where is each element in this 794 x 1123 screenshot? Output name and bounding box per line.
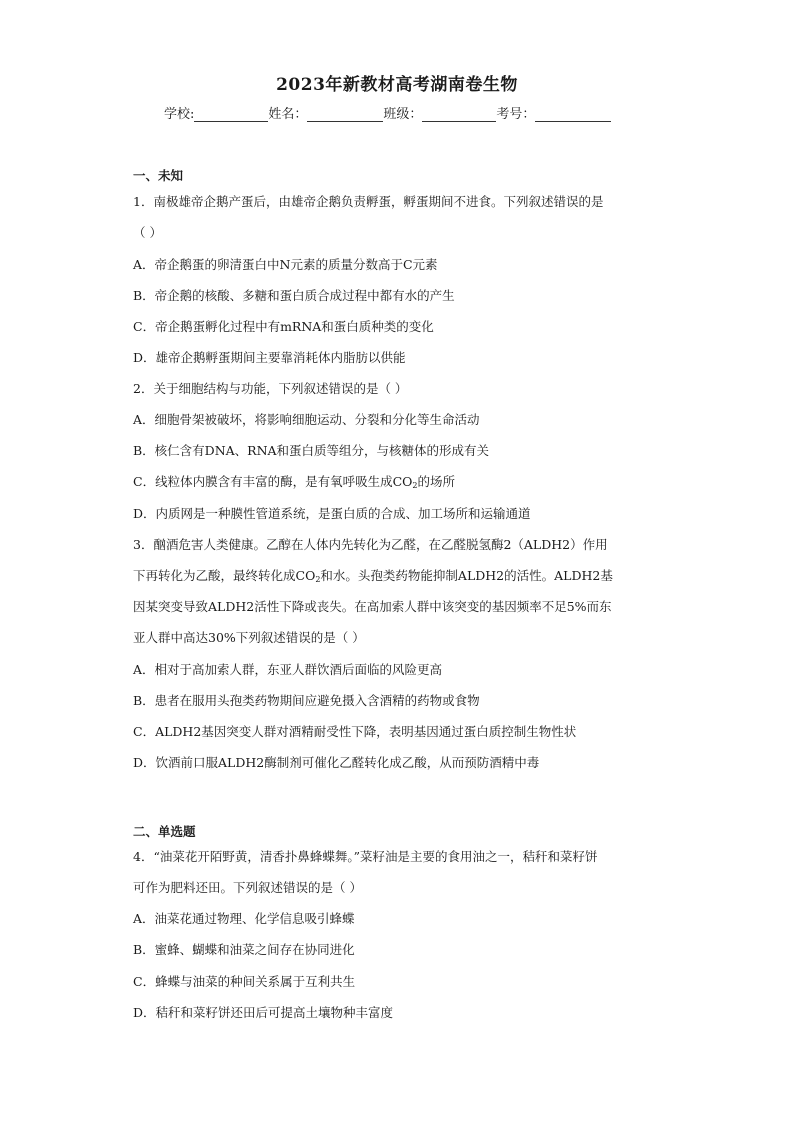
- exam-no-blank[interactable]: [535, 107, 611, 122]
- subscript: 2: [315, 575, 321, 584]
- option-b: B．患者在服用头孢类药物期间应避免摄入含酒精的药物或食物: [133, 693, 480, 708]
- school-label: 学校:: [164, 107, 195, 122]
- school-blank[interactable]: [194, 107, 268, 122]
- section-heading: 二、单选题: [133, 824, 196, 839]
- section-heading: 一、未知: [133, 168, 184, 183]
- option-d: D．饮酒前口服ALDH2酶制剂可催化乙醛转化成乙酸，从而预防酒精中毒: [133, 755, 540, 770]
- option-b: B．帝企鹅的核酸、多糖和蛋白质合成过程中都有水的产生: [133, 288, 455, 303]
- question-stem: 因某突变导致ALDH2活性下降或丧失。在高加索人群中该突变的基因频率不足5%而东: [133, 599, 612, 614]
- subscript: 2: [412, 481, 418, 490]
- option-c: C．ALDH2基因突变人群对酒精耐受性下降，表明基因通过蛋白质控制生物性状: [133, 724, 577, 739]
- option-c: C．蜂蝶与油菜的种间关系属于互利共生: [133, 974, 356, 989]
- question-stem: （ ）: [133, 225, 162, 240]
- question-stem: 4．“油菜花开陌野黄，清香扑鼻蜂蝶舞。”菜籽油是主要的食用油之一，秸秆和菜籽饼: [133, 849, 598, 864]
- question-stem: 2．关于细胞结构与功能，下列叙述错误的是（ ）: [133, 381, 408, 396]
- class-blank[interactable]: [422, 107, 496, 122]
- option-c: [133, 472, 455, 490]
- stem-text: 下再转化为乙酸，最终转化成CO: [133, 568, 316, 583]
- option-d: D．内质网是一种膜性管道系统，是蛋白质的合成、加工场所和运输通道: [133, 506, 531, 521]
- option-b: B．蜜蜂、蝴蝶和油菜之间存在协同进化: [133, 942, 355, 957]
- option-a: A．油菜花通过物理、化学信息吸引蜂蝶: [133, 911, 355, 926]
- option-b: B．核仁含有DNA、RNA和蛋白质等组分，与核糖体的形成有关: [133, 443, 490, 458]
- student-info-row: [164, 103, 611, 122]
- question-stem: 1．南极雄帝企鹅产蛋后，由雄帝企鹅负责孵蛋，孵蛋期间不进食。下列叙述错误的是: [133, 194, 604, 209]
- option-c-tail: 的场所: [417, 474, 455, 489]
- exam-no-label: 考号：: [496, 107, 536, 122]
- question-stem: [133, 566, 613, 584]
- option-a: A．细胞骨架被破坏，将影响细胞运动、分裂和分化等生命活动: [133, 412, 480, 427]
- option-a: A．相对于高加索人群，东亚人群饮酒后面临的风险更高: [133, 662, 443, 677]
- class-label: 班级：: [383, 107, 423, 122]
- option-c: C．帝企鹅蛋孵化过程中有mRNA和蛋白质种类的变化: [133, 319, 434, 334]
- option-d: D．雄帝企鹅孵蛋期间主要靠消耗体内脂肪以供能: [133, 350, 406, 365]
- option-c-text: C．线粒体内膜含有丰富的酶，是有氧呼吸生成CO: [133, 474, 413, 489]
- option-a: A．帝企鹅蛋的卵清蛋白中N元素的质量分数高于C元素: [133, 257, 438, 272]
- question-stem: 3．酗酒危害人类健康。乙醇在人体内先转化为乙醛，在乙醛脱氢酶2（ALDH2）作用: [133, 537, 608, 552]
- option-d: D．秸秆和菜籽饼还田后可提高土壤物种丰富度: [133, 1005, 394, 1020]
- question-stem: 可作为肥料还田。下列叙述错误的是（ ）: [133, 880, 362, 895]
- question-stem: 亚人群中高达30%下列叙述错误的是（ ）: [133, 630, 365, 645]
- name-label: 姓名：: [268, 107, 308, 122]
- page-title: 2023年新教材高考湖南卷生物: [276, 75, 518, 95]
- name-blank[interactable]: [307, 107, 383, 122]
- stem-tail: 和水。头孢类药物能抑制ALDH2的活性。ALDH2基: [320, 568, 613, 583]
